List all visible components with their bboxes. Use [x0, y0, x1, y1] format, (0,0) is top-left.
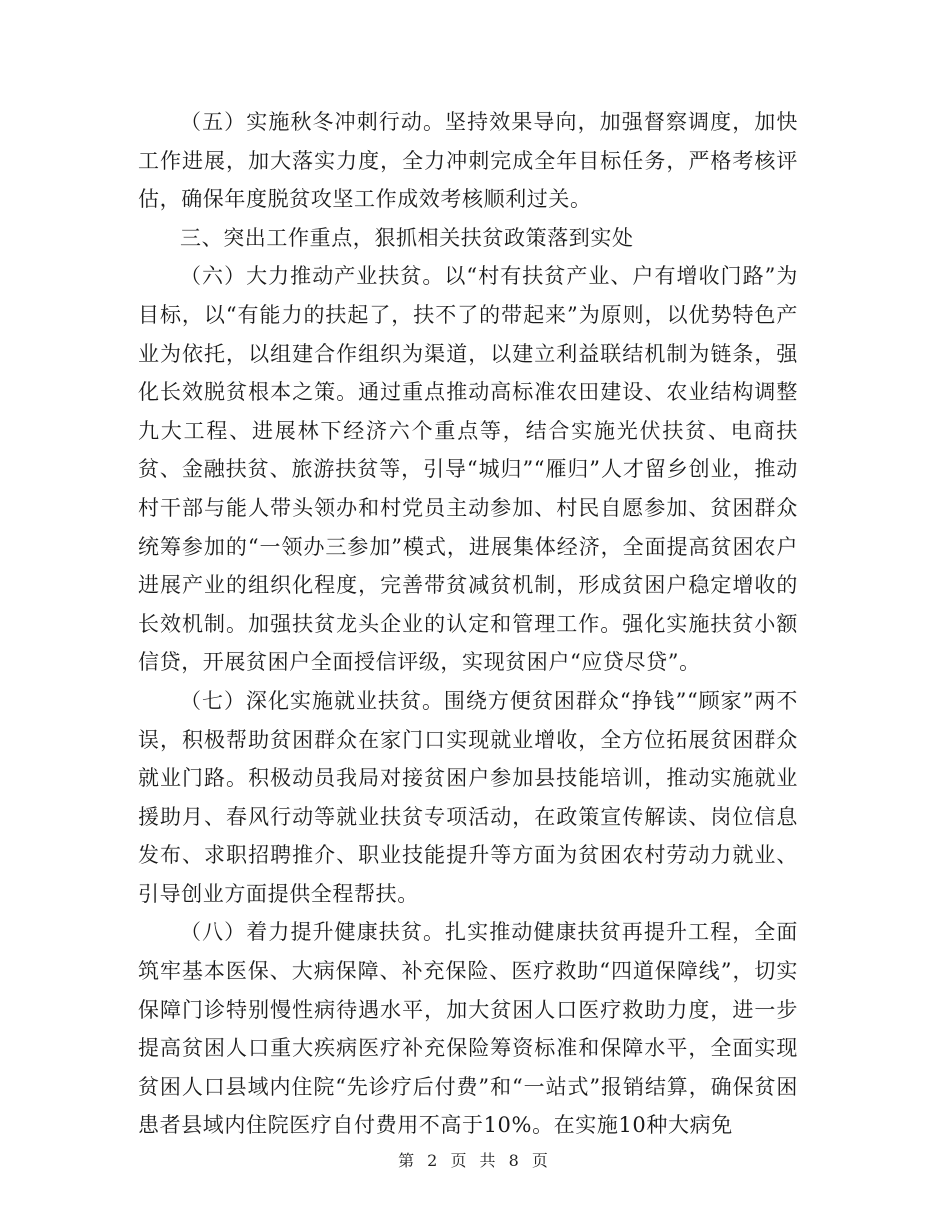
paragraph-five: （五）实施秋冬冲刺行动。坚持效果导向，加强督察调度，加快工作进展，加大落实力度，全力冲刺完成全年目标任务，严格考核评估，确保年度脱贫攻坚工作成效考核顺利过关。 [138, 110, 798, 212]
page-footer: 第 2 页 共 8 页 [398, 1151, 552, 1170]
paragraph-seven: （七）深化实施就业扶贫。围绕方便贫困群众“挣钱”“顾家”两不误，积极帮助贫困群众在家门口实现就业增收，全方位拓展贫困群众就业门路。积极动员我局对接贫困户参加县技能培训，推动实施就业援助月、春风行动等就业扶贫专项活动，在政策宣传解读、岗位信息发布、求职招聘推介、职业技能提升等方面为贫困农村劳动力就业、引导创业方面提供全程帮扶。 [138, 688, 798, 906]
document-body [138, 103, 798, 1145]
paragraph-six: （六）大力推动产业扶贫。以“村有扶贫产业、户有增收门路”为目标，以“有能力的扶起了，扶不了的带起来”为原则，以优势特色产业为依托，以组建合作组织为渠道，以建立利益联结机制为链条，强化长效脱贫根本之策。通过重点推动高标准农田建设、农业结构调整九大工程、进展林下经济六个重点等，结合实施光伏扶贫、电商扶贫、金融扶贫、旅游扶贫等，引导“城归”“雁归”人才留乡创业，推动村干部与能人带头领办和村党员主动参加、村民自愿参加、贫困群众统筹参加的“一领办三参加”模式，进展集体经济，全面提高贫困农户进展产业的组织化程度，完善带贫减贫机制，形成贫困户稳定增收的长效机制。加强扶贫龙头企业的认定和管理工作。强化实施扶贫小额信贷，开展贫困户全面授信评级，实现贫困户“应贷尽贷”。 [138, 264, 798, 675]
section-heading-three: 三、突出工作重点，狠抓相关扶贫政策落到实处 [180, 225, 634, 250]
paragraph-eight: （八）着力提升健康扶贫。扎实推动健康扶贫再提升工程，全面筑牢基本医保、大病保障、补充保险、医疗救助“四道保障线”，切实保障门诊特别慢性病待遇水平，加大贫困人口医疗救助力度，进一步提高贫困人口重大疾病医疗补充保险筹资标准和保障水平，全面实现贫困人口县域内住院“先诊疗后付费”和“一站式”报销结算，确保贫困患者县域内住院医疗自付费用不高于10%。在实施10种大病免 [138, 920, 798, 1138]
